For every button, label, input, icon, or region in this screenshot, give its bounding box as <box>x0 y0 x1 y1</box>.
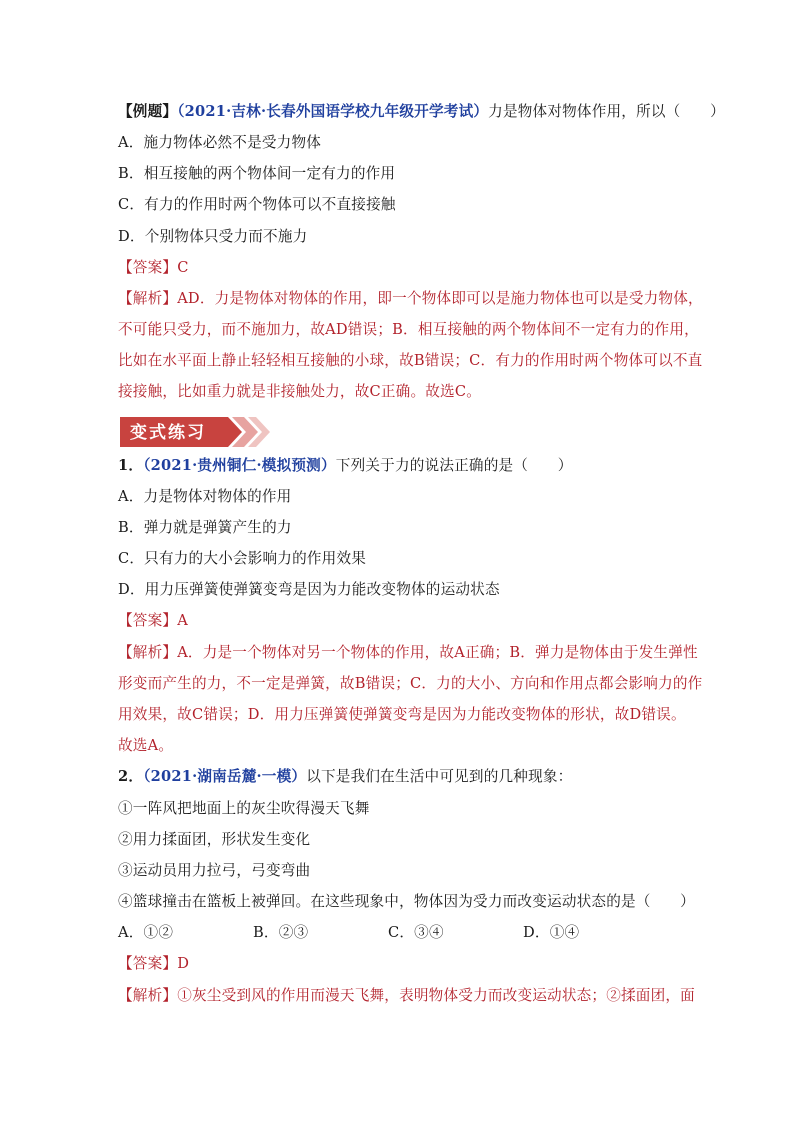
example-explain-label: 【解析】 <box>118 290 178 307</box>
q2-options-row <box>118 923 658 943</box>
q1-stem: 下列关于力的说法正确的是（ ） <box>335 457 573 474</box>
q1-answer-line <box>118 611 188 631</box>
q1-option-d: D．用力压弹簧使弹簧变弯是因为力能改变物体的运动状态 <box>118 581 500 598</box>
example-answer-line <box>118 258 189 278</box>
section-banner <box>120 416 270 448</box>
example-explain-text-1: AD．力是物体对物体的作用，即一个物体即可以是施力物体也可以是受力物体， <box>177 290 703 307</box>
q2-item-3: ③运动员用力拉弓，弓变弯曲 <box>118 862 311 879</box>
q2-answer-label: 【答案】 <box>118 955 178 972</box>
q1-option-a: A．力是物体对物体的作用 <box>118 488 292 505</box>
q2-answer-value: D <box>177 955 190 972</box>
q1-explain-line-4: 故选A。 <box>118 737 174 754</box>
example-explain-line-3: 比如在水平面上静止轻轻相互接触的小球，故B错误；C．有力的作用时两个物体可以不直 <box>118 352 703 369</box>
example-option-b: B．相互接触的两个物体间一定有力的作用 <box>118 165 396 182</box>
example-question-line <box>118 102 725 122</box>
q2-answer-line <box>118 954 189 974</box>
q1-explain-line-2: 形变而产生的力，不一定是弹簧，故B错误；C．力的大小、方向和作用点都会影响力的作 <box>118 675 703 692</box>
q1-question-line <box>118 456 572 476</box>
q2-option-a: A．①② <box>118 924 174 941</box>
q2-question-line <box>118 767 572 787</box>
q1-answer-label: 【答案】 <box>118 612 178 629</box>
q1-answer-value: A <box>177 612 188 629</box>
q2-option-c: C．③④ <box>388 924 444 941</box>
q2-number: 2． <box>118 768 144 785</box>
q1-explain-text-1: A．力是一个物体对另一个物体的作用，故A正确；B．弹力是物体由于发生弹性 <box>177 644 698 661</box>
q1-number: 1． <box>118 457 144 474</box>
q2-explain-text-1: ①灰尘受到风的作用而漫天飞舞，表明物体受力而改变运动状态；②揉面团，面 <box>177 987 695 1004</box>
q1-explain-line-3: 用效果，故C错误；D．用力压弹簧使弹簧变弯是因为力能改变物体的形状，故D错误。 <box>118 706 686 723</box>
q2-stem: 以下是我们在生活中可见到的几种现象： <box>306 768 573 785</box>
q1-explain-line-1 <box>118 643 698 663</box>
q2-option-b: B．②③ <box>253 924 309 941</box>
example-source: （2021·吉林·长春外国语学校九年级开学考试） <box>177 103 489 120</box>
q2-source: （2021·湖南岳麓·一模） <box>143 768 307 785</box>
q1-option-b: B．弹力就是弹簧产生的力 <box>118 519 292 536</box>
q1-option-c: C．只有力的大小会影响力的作用效果 <box>118 550 367 567</box>
section-title: 变式练习 <box>130 423 206 443</box>
example-option-c: C．有力的作用时两个物体可以不直接接触 <box>118 196 396 213</box>
example-tag: 【例题】 <box>118 103 178 120</box>
example-answer-value: C <box>177 259 189 276</box>
example-option-d: D．个别物体只受力而不施力 <box>118 228 308 245</box>
example-answer-label: 【答案】 <box>118 259 178 276</box>
q2-option-d: D．①④ <box>523 924 580 941</box>
q2-explain-label: 【解析】 <box>118 987 178 1004</box>
example-explain-line-4: 接接触，比如重力就是非接触处力，故C正确。故选C。 <box>118 383 481 400</box>
q2-explain-line-1 <box>118 986 695 1006</box>
example-explain-line-1 <box>118 289 703 309</box>
q2-item-1: ①一阵风把地面上的灰尘吹得漫天飞舞 <box>118 800 370 817</box>
example-stem: 力是物体对物体作用，所以（ ） <box>488 103 725 120</box>
q1-explain-label: 【解析】 <box>118 644 178 661</box>
q2-item-4: ④篮球撞击在篮板上被弹回。在这些现象中，物体因为受力而改变运动状态的是（ ） <box>118 893 695 910</box>
q2-item-2: ②用力揉面团，形状发生变化 <box>118 831 311 848</box>
example-option-a: A．施力物体必然不是受力物体 <box>118 134 322 151</box>
q1-source: （2021·贵州铜仁·模拟预测） <box>143 457 336 474</box>
example-explain-line-2: 不可能只受力，而不施加力，故AD错误；B．相互接触的两个物体间不一定有力的作用， <box>118 321 699 338</box>
